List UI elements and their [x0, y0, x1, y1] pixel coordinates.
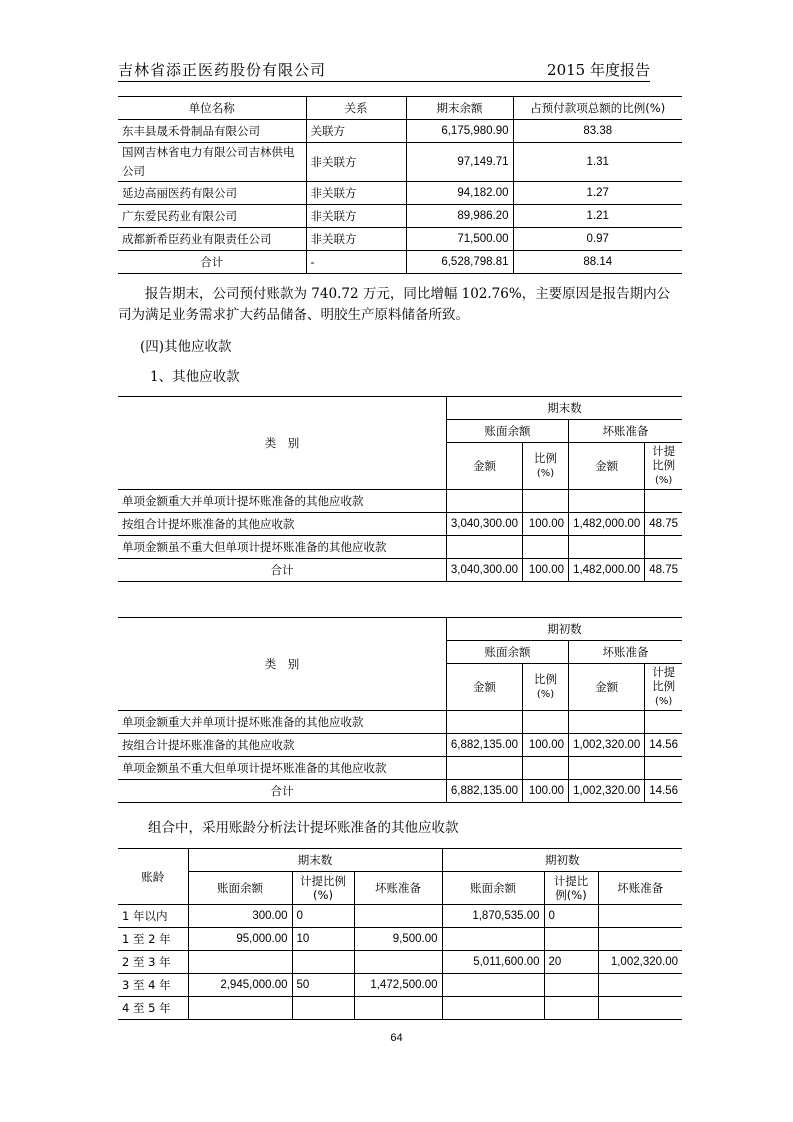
- period-header: 期末数: [446, 397, 682, 420]
- table-row: 单项金额重大并单项计提坏账准备的其他应收款: [118, 490, 682, 513]
- amount-header: 金额: [569, 664, 645, 711]
- cell: 国网吉林省电力有限公司吉林供电公司: [118, 143, 306, 182]
- table-row: 1 年以内 300.00 0 1,870,535.00 0: [118, 905, 682, 928]
- cell: 东丰县晟禾骨制品有限公司: [118, 120, 306, 143]
- prepayment-note: 报告期末，公司预付账款为 740.72 万元，同比增幅 102.76%，主要原因是报告期内公司为满足业务需求扩大药品储备、明胶生产原料储备所致。: [118, 286, 671, 323]
- cell: 83.38: [513, 120, 682, 143]
- table-row-total: [118, 251, 682, 274]
- table-row: 单项金额虽不重大但单项计提坏账准备的其他应收款: [118, 757, 682, 780]
- category-header: 类 别: [118, 397, 446, 490]
- cell: 合计: [118, 251, 306, 274]
- section-heading: (四)其他应收款: [140, 339, 232, 355]
- table-row-total: 合计 6,882,135.00 100.00 1,002,320.00 14.56: [118, 780, 682, 803]
- prepayment-table: [118, 96, 682, 274]
- cell: 非关联方: [306, 182, 406, 205]
- aging-heading: 组合中，采用账龄分析法计提坏账准备的其他应收款: [148, 820, 459, 836]
- table-row: [118, 182, 682, 205]
- book-balance-header: 账面余额: [442, 872, 544, 905]
- begin-period-header: 期初数: [442, 849, 682, 872]
- table-row: [118, 205, 682, 228]
- cell: 非关联方: [306, 205, 406, 228]
- table-row: 按组合计提坏账准备的其他应收款 6,882,135.00 100.00 1,002,320.00 14.56: [118, 734, 682, 757]
- cell: 6,175,980.90: [406, 120, 513, 143]
- bad-debt-header: 坏账准备: [354, 872, 442, 905]
- col-header: 占预付款项总额的比例(%): [513, 97, 682, 120]
- provision-ratio-header: 计提比例 (%): [645, 443, 682, 490]
- col-header: 关系: [306, 97, 406, 120]
- table-row: 按组合计提坏账准备的其他应收款 3,040,300.00 100.00 1,482,000.00 48.75: [118, 513, 682, 536]
- table-row: 单项金额重大并单项计提坏账准备的其他应收款: [118, 711, 682, 734]
- cell: 广东爱民药业有限公司: [118, 205, 306, 228]
- cell: 71,500.00: [406, 228, 513, 251]
- provision-ratio-header: 计提比例 (%): [645, 664, 682, 711]
- cell: 97,149.71: [406, 143, 513, 182]
- page-number: 64: [390, 1032, 403, 1044]
- other-receivables-end-table: [118, 396, 682, 582]
- table-row: 1 至 2 年 95,000.00 10 9,500.00: [118, 928, 682, 951]
- cell: 非关联方: [306, 228, 406, 251]
- aging-table: [118, 848, 682, 1020]
- ratio-header: 计提比例(%): [544, 872, 598, 905]
- cell: -: [306, 251, 406, 274]
- cell: 1.27: [513, 182, 682, 205]
- table-row: 单项金额虽不重大但单项计提坏账准备的其他应收款: [118, 536, 682, 559]
- amount-header: 金额: [446, 664, 522, 711]
- table-row: 4 至 5 年: [118, 997, 682, 1020]
- subsection-heading: 1、其他应收款: [150, 369, 240, 385]
- cell: 89,986.20: [406, 205, 513, 228]
- cell: 关联方: [306, 120, 406, 143]
- cell: 0.97: [513, 228, 682, 251]
- ratio-header: 比例 (%): [523, 443, 569, 490]
- cell: 成都新希臣药业有限责任公司: [118, 228, 306, 251]
- col-header: 单位名称: [118, 97, 306, 120]
- other-receivables-begin-table: [118, 617, 682, 803]
- cell: 延边高丽医药有限公司: [118, 182, 306, 205]
- table-row: [118, 143, 682, 182]
- page-header: [118, 57, 650, 82]
- col-header: 期末余额: [406, 97, 513, 120]
- company-name: 吉林省添正医药股份有限公司: [118, 61, 327, 79]
- age-header: 账龄: [118, 849, 188, 905]
- table-row: [118, 228, 682, 251]
- amount-header: 金额: [569, 443, 645, 490]
- ratio-header: 比例 (%): [523, 664, 569, 711]
- period-header: 期初数: [446, 618, 682, 641]
- category-header: 类 别: [118, 618, 446, 711]
- table-row: 3 至 4 年 2,945,000.00 50 1,472,500.00: [118, 974, 682, 997]
- cell: 1.31: [513, 143, 682, 182]
- bad-debt-header: 坏账准备: [569, 420, 682, 443]
- bad-debt-header: 坏账准备: [598, 872, 682, 905]
- cell: 1.21: [513, 205, 682, 228]
- ratio-header: 计提比例(%): [292, 872, 354, 905]
- cell: 94,182.00: [406, 182, 513, 205]
- table-row: [118, 120, 682, 143]
- report-title: 2015 年度报告: [547, 61, 650, 79]
- book-balance-header: 账面余额: [188, 872, 292, 905]
- table-row-total: 合计 3,040,300.00 100.00 1,482,000.00 48.75: [118, 559, 682, 582]
- book-balance-header: 账面余额: [446, 420, 568, 443]
- table-row: 2 至 3 年 5,011,600.00 20 1,002,320.00: [118, 951, 682, 974]
- book-balance-header: 账面余额: [446, 641, 568, 664]
- amount-header: 金额: [446, 443, 522, 490]
- cell: 88.14: [513, 251, 682, 274]
- end-period-header: 期末数: [188, 849, 442, 872]
- cell: 6,528,798.81: [406, 251, 513, 274]
- cell: 非关联方: [306, 143, 406, 182]
- bad-debt-header: 坏账准备: [569, 641, 682, 664]
